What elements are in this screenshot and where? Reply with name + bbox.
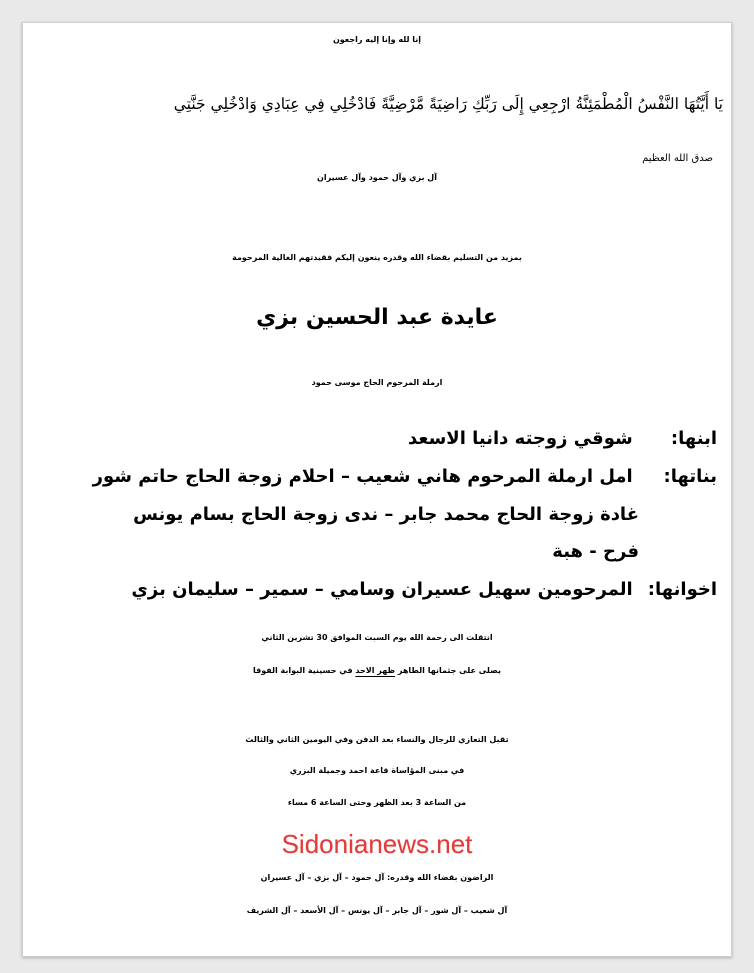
daughters-line-2: غادة زوجة الحاج محمد جابر – ندى زوجة الحاج بسام يونس	[133, 504, 639, 525]
daughters-label: بناتها:	[663, 466, 717, 487]
deceased-name: عايدة عبد الحسين بزي	[256, 305, 498, 330]
accepting-families-line-2: آل شعيب – آل شور – آل جابر – آل يونس – آل الأسعد – آل الشريف	[246, 906, 508, 915]
brothers-label: اخوانها:	[647, 579, 717, 600]
site-watermark: Sidonianews.net	[281, 829, 473, 859]
prayer-after: في حسينية البوابة الفوقا	[252, 666, 353, 675]
families-title: آل بزي وآل حمود وآل عسيران	[317, 173, 437, 182]
prayer-time: ظهر الاحد	[355, 666, 396, 675]
son-row	[33, 428, 717, 449]
son-text: شوقي زوجته دانيا الاسعد	[408, 428, 633, 449]
widow-of-text: ارملة المرحوم الحاج موسى حمود	[311, 378, 443, 387]
accepting-families-line-1: الراضون بقضاء الله وقدره: آل حمود – آل بزي – آل عسيران	[260, 873, 494, 882]
heading-quran: إنا لله وإنا إليه راجعون	[332, 35, 422, 44]
son-label: ابنها:	[670, 428, 717, 449]
brothers-row	[33, 579, 717, 600]
condolences-line-2: في مبنى المؤاساة قاعة احمد وجميلة البزري	[289, 766, 465, 775]
death-date-text: انتقلت الى رحمة الله يوم السبت الموافق 30 تشرين الثاني	[261, 633, 493, 642]
daughters-row	[33, 466, 717, 487]
prayer-before: يصلى على جثمانها الطاهر	[397, 666, 502, 675]
verse-source: صدق الله العظيم	[642, 153, 713, 164]
quran-verse: يَا أَيَّتُهَا النَّفْسُ الْمُطْمَئِنَّةُ ارْجِعِي إِلَى رَبِّكِ رَاضِيَةً مَّرْضِيَّةً فَادْخُلِي فِي عِبَادِي وَادْخُلِي جَنَّتِي	[173, 95, 723, 113]
condolences-line-1: تقبل التعازي للرجال والنساء بعد الدفن وفي اليومين الثاني والثالث	[245, 735, 509, 744]
announcement-text: بمزيد من التسليم بقضاء الله وقدره ينعون إليكم فقيدتهم الغالية المرحومة	[232, 253, 522, 262]
obituary-sheet	[22, 22, 732, 957]
prayer-text	[23, 666, 731, 675]
condolences-line-3: من الساعة 3 بعد الظهر وحتى الساعة 6 مساء	[287, 798, 467, 807]
daughters-line-1: امل ارملة المرحوم هاني شعيب – احلام زوجة الحاج حاتم شور	[92, 466, 633, 487]
daughters-line-3: فرح - هبة	[552, 541, 639, 562]
brothers-text: المرحومين سهيل عسيران وسامي – سمير – سليمان بزي	[131, 579, 633, 600]
